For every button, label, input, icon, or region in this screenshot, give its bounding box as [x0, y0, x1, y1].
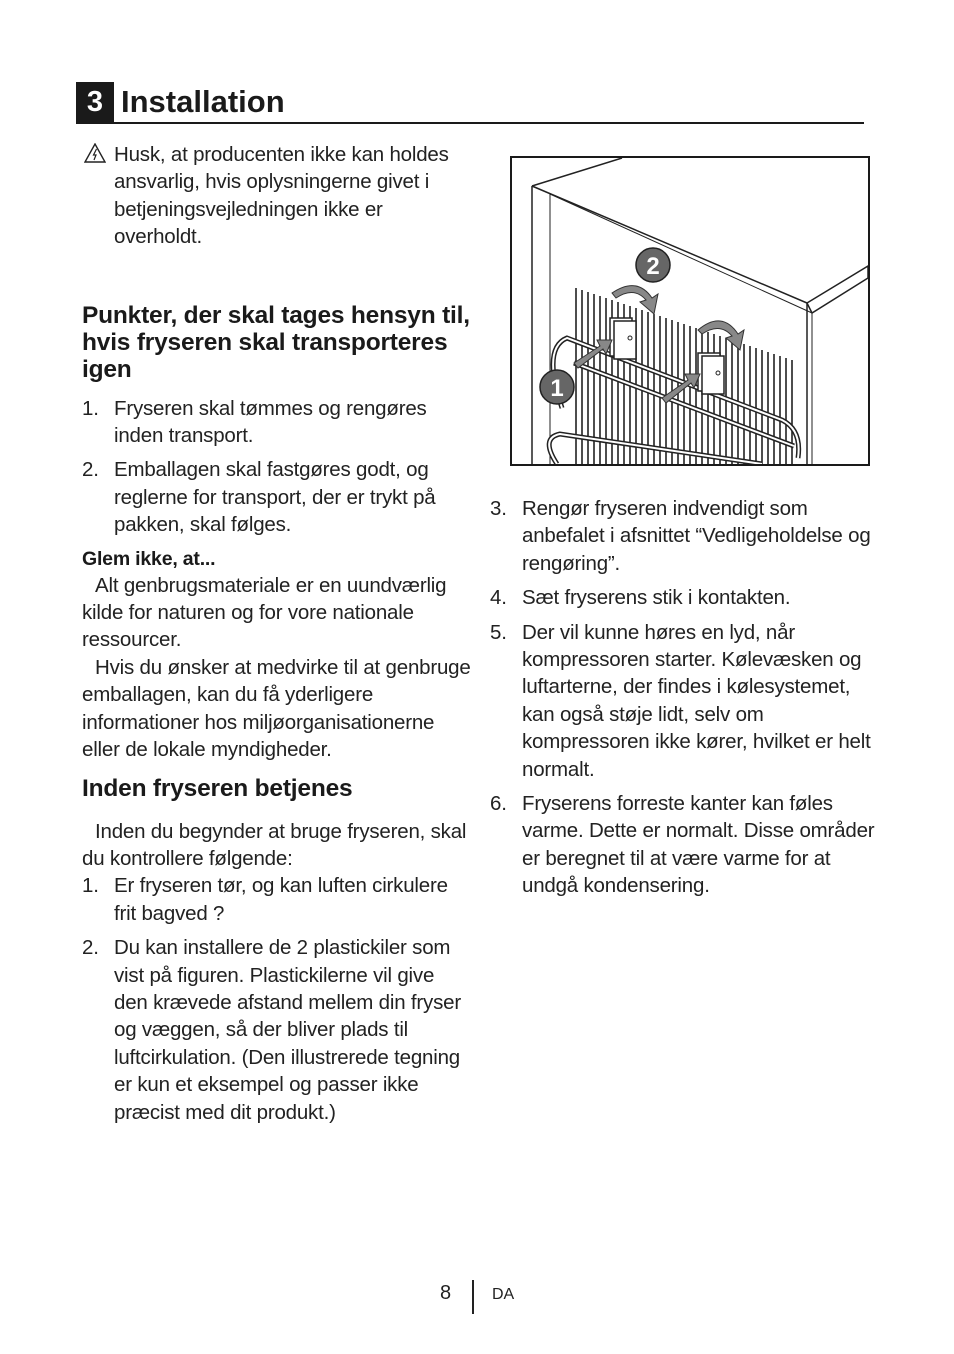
plastic-wedge-right — [698, 353, 724, 394]
footer-divider — [472, 1280, 474, 1314]
plastic-wedge-left — [610, 318, 636, 359]
chapter-title: Installation — [121, 84, 285, 119]
transport-list — [82, 395, 472, 539]
list-item: 2. Emballagen skal fastgøres godt, og reglerne for transport, der er trykt på pakken, skal følges. — [82, 458, 436, 537]
recycling-paragraph: Alt genbrugsmateriale er en uundværlig kilde for naturen og for vore nationale ressourcer. — [82, 573, 447, 652]
left-column — [82, 141, 472, 1133]
warning-text: Husk, at producenten ikke kan holdes ansvarlig, hvis oplysningerne givet i betjeningsvejledningen ikke er overholdt. — [114, 143, 449, 249]
warning-note — [82, 141, 472, 251]
chapter-header — [76, 82, 864, 124]
list-item: 4. Sæt fryserens stik i kontakten. — [490, 586, 791, 610]
recycling-info-paragraph: Hvis du ønsker at medvirke til at genbruge emballagen, kan du få yderligere informationer hos miljøorganisationerne eller de lokale myndigheder. — [82, 655, 471, 762]
operate-heading: Inden fryseren betjenes — [82, 774, 353, 802]
list-item: 2. Du kan installere de 2 plastickiler som vist på figuren. Plastickilerne vil give den krævede afstand mellem din fryser og væggen, så der bliver plads til luftcirkulation. (Den illustrerede tegning er kun et eksempel og passer ikke præcist med dit produkt.) — [82, 936, 461, 1124]
chapter-number: 3 — [76, 82, 114, 122]
list-item: 5. Der vil kunne høres en lyd, når kompressoren starter. Kølevæsken og luftarterne, der findes i kølesystemet, kan også støje lidt, selv om kompressoren ikke kører, hvilket er helt normalt. — [490, 620, 871, 781]
transport-heading: Punkter, der skal tages hensyn til, hvis fryseren skal transporteres igen — [82, 301, 470, 383]
step-badge-1 — [540, 370, 574, 404]
right-column — [490, 495, 880, 907]
step-badge-2 — [636, 248, 670, 282]
operate-intro: Inden du begynder at bruge fryseren, skal du kontrollere følgende: — [82, 819, 467, 870]
page-number: 8 — [440, 1282, 452, 1304]
step-2-label: 2 — [646, 253, 660, 280]
installation-figure — [510, 156, 870, 466]
warning-icon — [84, 143, 106, 163]
operate-list-continued — [490, 495, 880, 900]
operate-list — [82, 872, 472, 1126]
step-1-label: 1 — [550, 375, 564, 402]
freezer-back-illustration — [512, 158, 868, 464]
list-item: 1. Fryseren skal tømmes og rengøres inden transport. — [82, 396, 427, 448]
language-code: DA — [492, 1286, 515, 1303]
list-item: 6. Fryserens forreste kanter kan føles varme. Dette er normalt. Disse områder er beregnet til at være varme for at undgå kondensering. — [490, 792, 875, 898]
list-item: 1. Er fryseren tør, og kan luften cirkulere frit bagved ? — [82, 874, 448, 925]
remember-heading: Glem ikke, at... — [82, 547, 216, 570]
list-item: 3. Rengør fryseren indvendigt som anbefalet i afsnittet “Vedligeholdelse og rengøring”. — [490, 497, 871, 575]
